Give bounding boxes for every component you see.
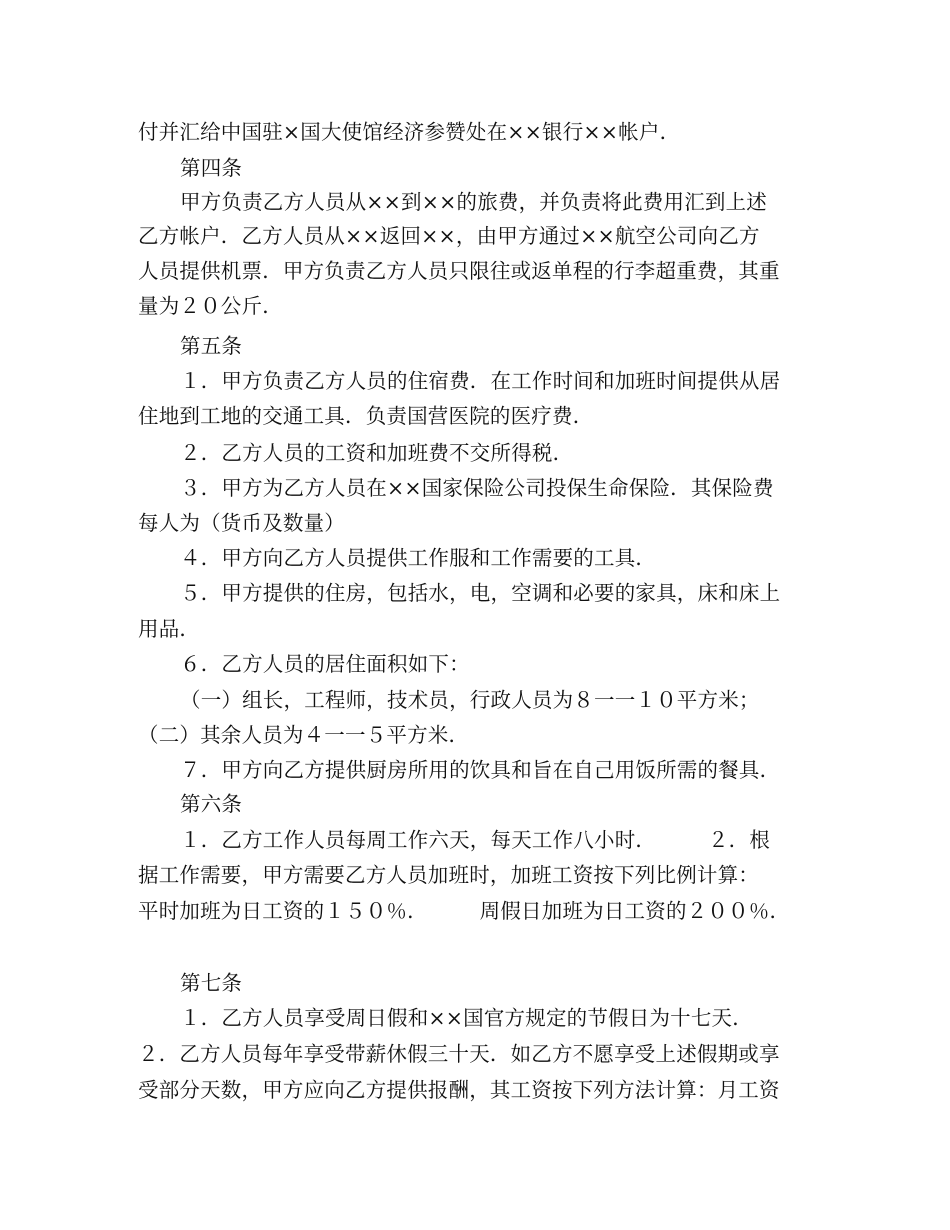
text-line: １．乙方人员享受周日假和××国官方规定的节假日为十七天． [180,1006,753,1030]
text-line: 据工作需要，甲方需要乙方人员加班时，加班工资按下列比例计算： [138,863,759,887]
text-line: 付并汇给中国驻×国大使馆经济参赞处在××银行××帐户． [138,120,681,144]
text-line: 受部分天数，甲方应向乙方提供报酬，其工资按下列方法计算：月工资 [138,1078,780,1102]
text-line: ４．甲方向乙方人员提供工作服和工作需要的工具． [180,546,657,570]
text-line: 甲方负责乙方人员从××到××的旅费，并负责将此费用汇到上述 [180,190,768,214]
text-line: ７．甲方向乙方提供厨房所用的饮具和旨在自己用饭所需的餐具． [180,758,781,782]
text-line: ２．乙方人员的工资和加班费不交所得税． [180,441,574,465]
article-heading: 第六条 [180,792,243,816]
text-line: 量为２０公斤． [138,294,283,318]
text-line: ３．甲方为乙方人员在××国家保险公司投保生命保险．其保险费 [180,476,774,500]
text-line: 用品． [138,617,201,641]
article-heading: 第四条 [180,156,243,180]
text-line: ６．乙方人员的居住面积如下： [180,652,470,676]
text-line: 乙方帐户．乙方人员从××返回××，由甲方通过××航空公司向乙方 [138,224,760,248]
text-line: 平时加班为日工资的１５０％． 周假日加班为日工资的２００％． [138,899,791,923]
text-line: 人员提供机票．甲方负责乙方人员只限往或返单程的行李超重费，其重 [138,259,780,283]
text-line: 住地到工地的交通工具．负责国营医院的医疗费． [138,404,594,428]
text-line: ５．甲方提供的住房，包括水，电，空调和必要的家具，床和床上 [180,581,781,605]
article-heading: 第七条 [180,971,243,995]
text-line: ２．乙方人员每年享受带薪休假三十天．如乙方不愿享受上述假期或享 [138,1042,780,1066]
article-heading: 第五条 [180,334,243,358]
text-line: １．乙方工作人员每周工作六天，每天工作八小时． ２．根 [180,828,771,852]
text-line: （一）组长，工程师，技术员，行政人员为８一一１０平方米； [180,688,760,712]
text-line: １．甲方负责乙方人员的住宿费．在工作时间和加班时间提供从居 [180,369,781,393]
text-line: 每人为（货币及数量） [138,511,345,535]
text-line: （二）其余人员为４一一５平方米． [138,723,470,747]
